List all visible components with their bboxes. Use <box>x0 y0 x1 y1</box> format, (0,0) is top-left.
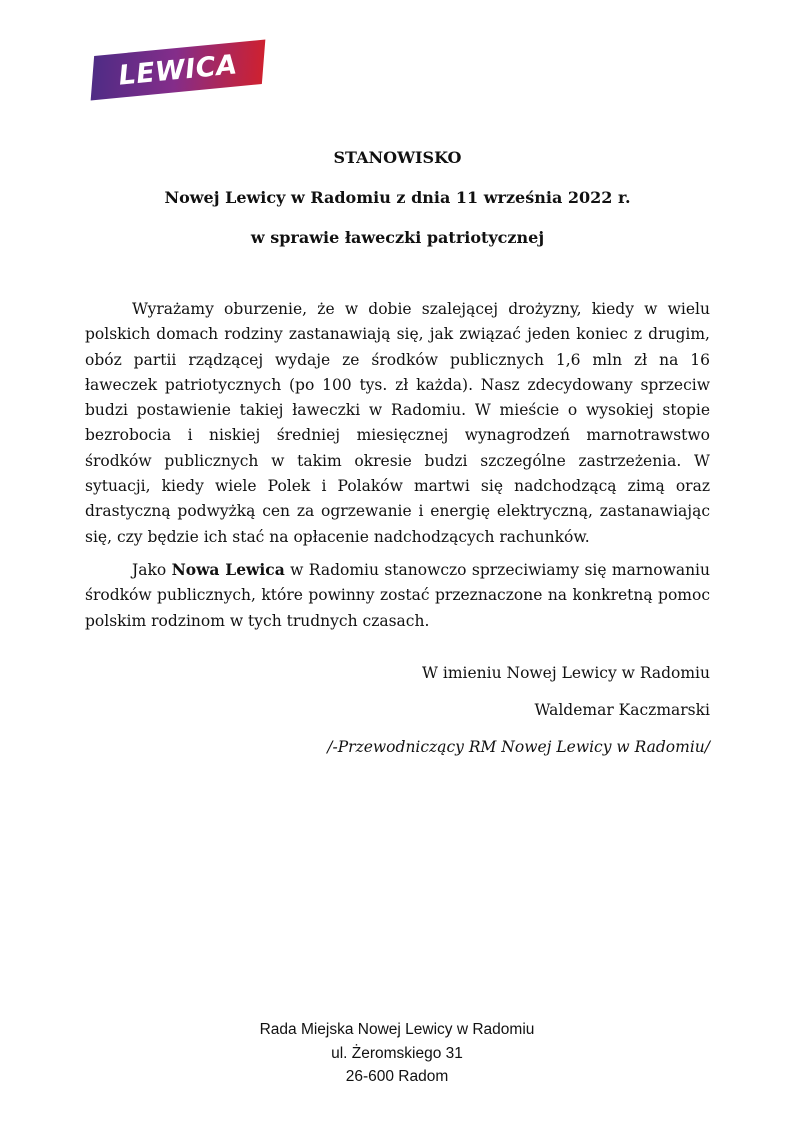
title-block <box>85 150 710 270</box>
paragraph-2-bold: Nowa Lewica <box>171 559 285 579</box>
footer-street: ul. Żeromskiego 31 <box>331 1044 463 1062</box>
document-subtitle: Nowej Lewicy w Radomiu z dnia 11 września 2022 r. <box>164 188 631 207</box>
signature-block <box>85 665 710 776</box>
paragraph-2-prefix: Jako <box>132 560 172 579</box>
paragraph-2-suffix: w Radomiu stanowczo sprzeciwiamy się marnowaniu środków publicznych, które powinny zostać przeznaczone na konkretną pomoc polskim rodzinom w tych trudnych czasach. <box>85 560 710 630</box>
footer-address <box>0 1018 794 1089</box>
signature-role: /-Przewodniczący RM Nowej Lewicy w Radomiu/ <box>327 738 710 756</box>
lewica-logo <box>90 40 265 100</box>
signature-on-behalf: W imieniu Nowej Lewicy w Radomiu <box>422 664 710 682</box>
paragraph-1: Wyrażamy oburzenie, że w dobie szalejącej drożyzny, kiedy w wielu polskich domach rodziny zastanawiają się, jak związać jeden koniec z drugim, obóz partii rządzącej wydaje ze środków publicznych 1,6 mln zł na 16 ławeczek patriotycznych (po 100 tys. zł każda). Nasz zdecydowany sprzeciw budzi postawienie takiej ławeczki w Radomiu. W mieście o wysokiej stopie bezrobocia i niskiej średniej miesięcznej wynagrodzeń marnotrawstwo środków publicznych w takim okresie budzi szczególne zastrzeżenia. W sytuacji, kiedy wiele Polek i Polaków martwi się nadchodzącą zimą oraz drastyczną podwyżką cen za ogrzewanie i energię elektryczną, zastanawiając się, czy będzie ich stać na opłacenie nadchodzących rachunków. <box>85 300 710 546</box>
document-title: STANOWISKO <box>333 148 462 167</box>
document-subject: w sprawie ławeczki patriotycznej <box>250 228 545 247</box>
signature-name: Waldemar Kaczmarski <box>534 701 710 719</box>
lewica-logo-text: LEWICA <box>117 48 239 92</box>
body-text <box>85 297 710 634</box>
footer-city: 26-600 Radom <box>345 1068 449 1085</box>
footer-organization: Rada Miejska Nowej Lewicy w Radomiu <box>259 1021 535 1038</box>
paragraph-2 <box>85 557 710 634</box>
